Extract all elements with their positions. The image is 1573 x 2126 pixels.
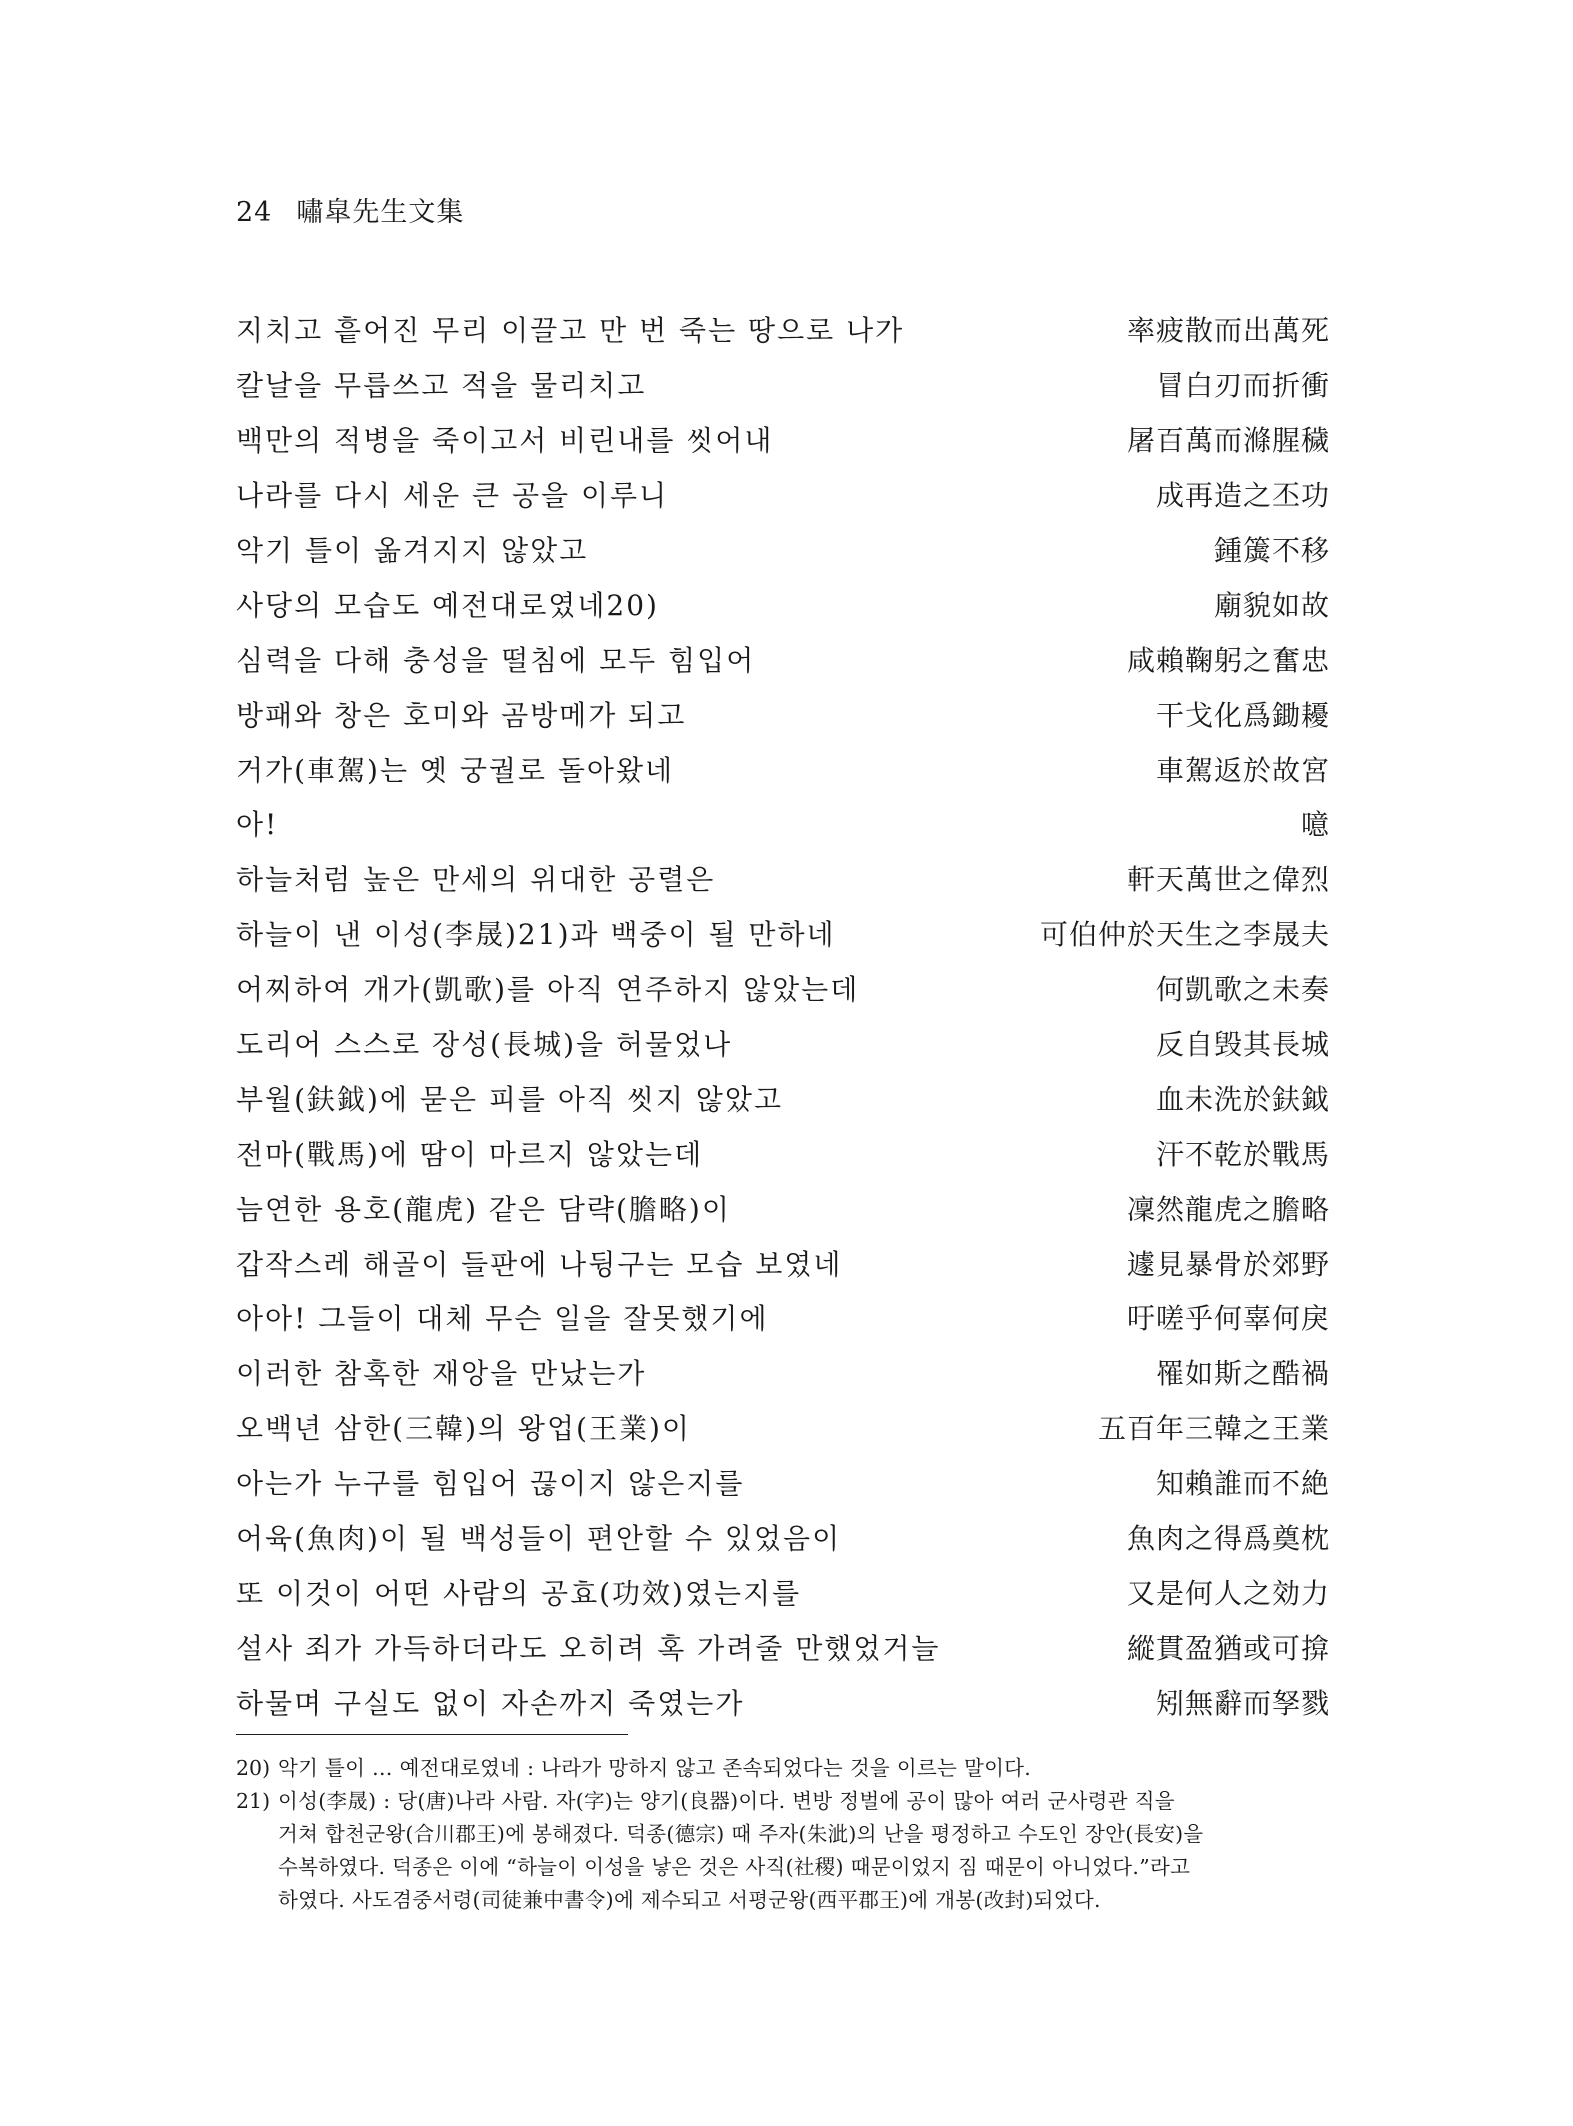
korean-translation: 부월(鈇鉞)에 묻은 피를 아직 씻지 않았고	[236, 1082, 784, 1116]
poem-line	[236, 906, 1330, 961]
footnote-line: 거쳐 합천군왕(合川郡王)에 봉해졌다. 덕종(德宗) 때 주자(朱泚)의 난을 평정하고 수도인 장안(長安)을	[278, 1822, 1204, 1846]
hanja-original: 魚肉之得爲奠枕	[1126, 1522, 1330, 1556]
korean-translation: 도리어 스스로 장성(長城)을 허물었나	[236, 1028, 733, 1062]
hanja-original: 咸賴鞠躬之奮忠	[1126, 643, 1330, 677]
korean-translation: 늠연한 용호(龍虎) 같은 담략(膽略)이	[236, 1192, 731, 1226]
footnote-21	[236, 1785, 1334, 1917]
hanja-original: 率疲散而出萬死	[1126, 314, 1330, 348]
hanja-original: 反自毁其長城	[1155, 1028, 1330, 1062]
hanja-original: 可伯仲於天生之李晟夫	[1039, 918, 1330, 952]
korean-translation: 어찌하여 개가(凱歌)를 아직 연주하지 않았는데	[236, 973, 860, 1007]
book-title: 嘯皐先生文集	[296, 197, 465, 228]
poem-line	[236, 1619, 1330, 1674]
korean-translation: 하늘처럼 높은 만세의 위대한 공렬은	[236, 863, 716, 897]
poem-line	[236, 1290, 1330, 1345]
korean-translation: 사당의 모습도 예전대로였네20)	[236, 588, 659, 622]
poem-line	[236, 576, 1330, 631]
korean-translation: 아는가 누구를 힘입어 끊이지 않은지를	[236, 1467, 745, 1501]
poem-line	[236, 961, 1330, 1016]
poem-line	[236, 412, 1330, 467]
hanja-original: 成再造之丕功	[1155, 479, 1330, 513]
footnote-number: 20)	[236, 1756, 271, 1780]
footnote-20	[236, 1752, 1334, 1785]
korean-translation: 백만의 적병을 죽이고서 비린내를 씻어내	[236, 424, 774, 458]
hanja-original: 廟貌如故	[1213, 588, 1330, 622]
hanja-original: 鍾簴不移	[1213, 534, 1330, 567]
korean-translation: 전마(戰馬)에 땀이 마르지 않았는데	[236, 1137, 704, 1171]
poem-line	[236, 1235, 1330, 1290]
poem-line	[236, 302, 1330, 357]
poem-line	[236, 522, 1330, 577]
hanja-original: 車駕返於故宮	[1155, 753, 1330, 787]
poem-line	[236, 1400, 1330, 1455]
korean-translation: 심력을 다해 충성을 떨침에 모두 힘입어	[236, 643, 756, 677]
korean-translation: 이러한 참혹한 재앙을 만났는가	[236, 1357, 647, 1391]
footnote-line: 수복하였다. 덕종은 이에 “하늘이 이성을 낳은 것은 사직(社稷) 때문이었지 짐 때문이 아니었다.”라고	[278, 1855, 1191, 1879]
hanja-original: 知賴誰而不絶	[1155, 1467, 1330, 1501]
footnote-divider	[236, 1734, 628, 1735]
hanja-original: 縱貫盈猶或可揜	[1126, 1631, 1330, 1665]
running-header	[236, 190, 464, 229]
korean-translation: 나라를 다시 세운 큰 공을 이루니	[236, 479, 669, 513]
korean-translation: 지치고 흩어진 무리 이끌고 만 번 죽는 땅으로 나가	[236, 314, 905, 348]
poem-line	[236, 1674, 1330, 1729]
hanja-original: 汗不乾於戰馬	[1155, 1137, 1330, 1171]
hanja-original: 冒白刃而折衝	[1155, 369, 1330, 403]
hanja-original: 矧無辭而孥戮	[1155, 1686, 1330, 1720]
poem-line	[236, 741, 1330, 796]
footnote-text	[278, 1785, 1334, 1917]
hanja-original: 五百年三韓之王業	[1097, 1412, 1330, 1446]
poem-line	[236, 686, 1330, 741]
hanja-original: 屠百萬而滌腥穢	[1126, 424, 1330, 458]
poem-line	[236, 1070, 1330, 1125]
hanja-original: 凜然龍虎之膽略	[1126, 1192, 1330, 1226]
korean-translation: 또 이것이 어떤 사람의 공효(功效)였는지를	[236, 1576, 802, 1610]
footnote-text	[278, 1752, 1334, 1785]
hanja-original: 噫	[1300, 808, 1330, 842]
korean-translation: 아!	[236, 808, 279, 842]
korean-translation: 하물며 구실도 없이 자손까지 죽였는가	[236, 1686, 745, 1720]
poem-line	[236, 1016, 1330, 1071]
footnote-line: 악기 틀이 … 예전대로였네 : 나라가 망하지 않고 존속되었다는 것을 이르는 말이다.	[278, 1756, 1032, 1780]
korean-translation: 어육(魚肉)이 될 백성들이 편안할 수 있었음이	[236, 1522, 842, 1556]
korean-translation: 칼날을 무릅쓰고 적을 물리치고	[236, 369, 647, 403]
poem-line	[236, 357, 1330, 412]
hanja-original: 遽見暴骨於郊野	[1126, 1247, 1330, 1281]
poem-body	[236, 302, 1330, 1729]
korean-translation: 갑작스레 해골이 들판에 나뒹구는 모습 보였네	[236, 1247, 843, 1281]
hanja-original: 何凱歌之未奏	[1155, 973, 1330, 1007]
poem-line	[236, 851, 1330, 906]
poem-line	[236, 1564, 1330, 1619]
hanja-original: 血未洗於鈇鉞	[1155, 1082, 1330, 1116]
hanja-original: 罹如斯之酷禍	[1155, 1357, 1330, 1391]
poem-line	[236, 1510, 1330, 1565]
hanja-original: 干戈化爲鋤耰	[1155, 698, 1330, 732]
korean-translation: 오백년 삼한(三韓)의 왕업(王業)이	[236, 1412, 691, 1446]
hanja-original: 軒天萬世之偉烈	[1126, 863, 1330, 897]
footnote-line: 하였다. 사도겸중서령(司徒兼中書令)에 제수되고 서평군왕(西平郡王)에 개봉(改封)되었다.	[278, 1888, 1101, 1912]
poem-line	[236, 1180, 1330, 1235]
poem-line	[236, 1455, 1330, 1510]
hanja-original: 又是何人之効力	[1126, 1576, 1330, 1610]
korean-translation: 거가(車駕)는 옛 궁궐로 돌아왔네	[236, 753, 675, 787]
poem-line	[236, 1125, 1330, 1180]
poem-line	[236, 631, 1330, 686]
page-number: 24	[236, 197, 273, 228]
korean-translation: 하늘이 낸 이성(李晟)21)과 백중이 될 만하네	[236, 918, 836, 952]
korean-translation: 악기 틀이 옮겨지지 않았고	[236, 534, 589, 567]
hanja-original: 吁嗟乎何辜何戾	[1126, 1302, 1330, 1336]
korean-translation: 설사 죄가 가득하더라도 오히려 혹 가려줄 만했었거늘	[236, 1631, 941, 1665]
poem-line	[236, 467, 1330, 522]
poem-line	[236, 1345, 1330, 1400]
footnote-line: 이성(李晟) : 당(唐)나라 사람. 자(字)는 양기(良器)이다. 변방 정벌에 공이 많아 여러 군사령관 직을	[278, 1789, 1175, 1813]
footnote-number: 21)	[236, 1789, 271, 1813]
footnotes	[236, 1752, 1334, 1917]
poem-line	[236, 796, 1330, 851]
korean-translation: 아아! 그들이 대체 무슨 일을 잘못했기에	[236, 1302, 769, 1336]
korean-translation: 방패와 창은 호미와 곰방메가 되고	[236, 698, 687, 732]
